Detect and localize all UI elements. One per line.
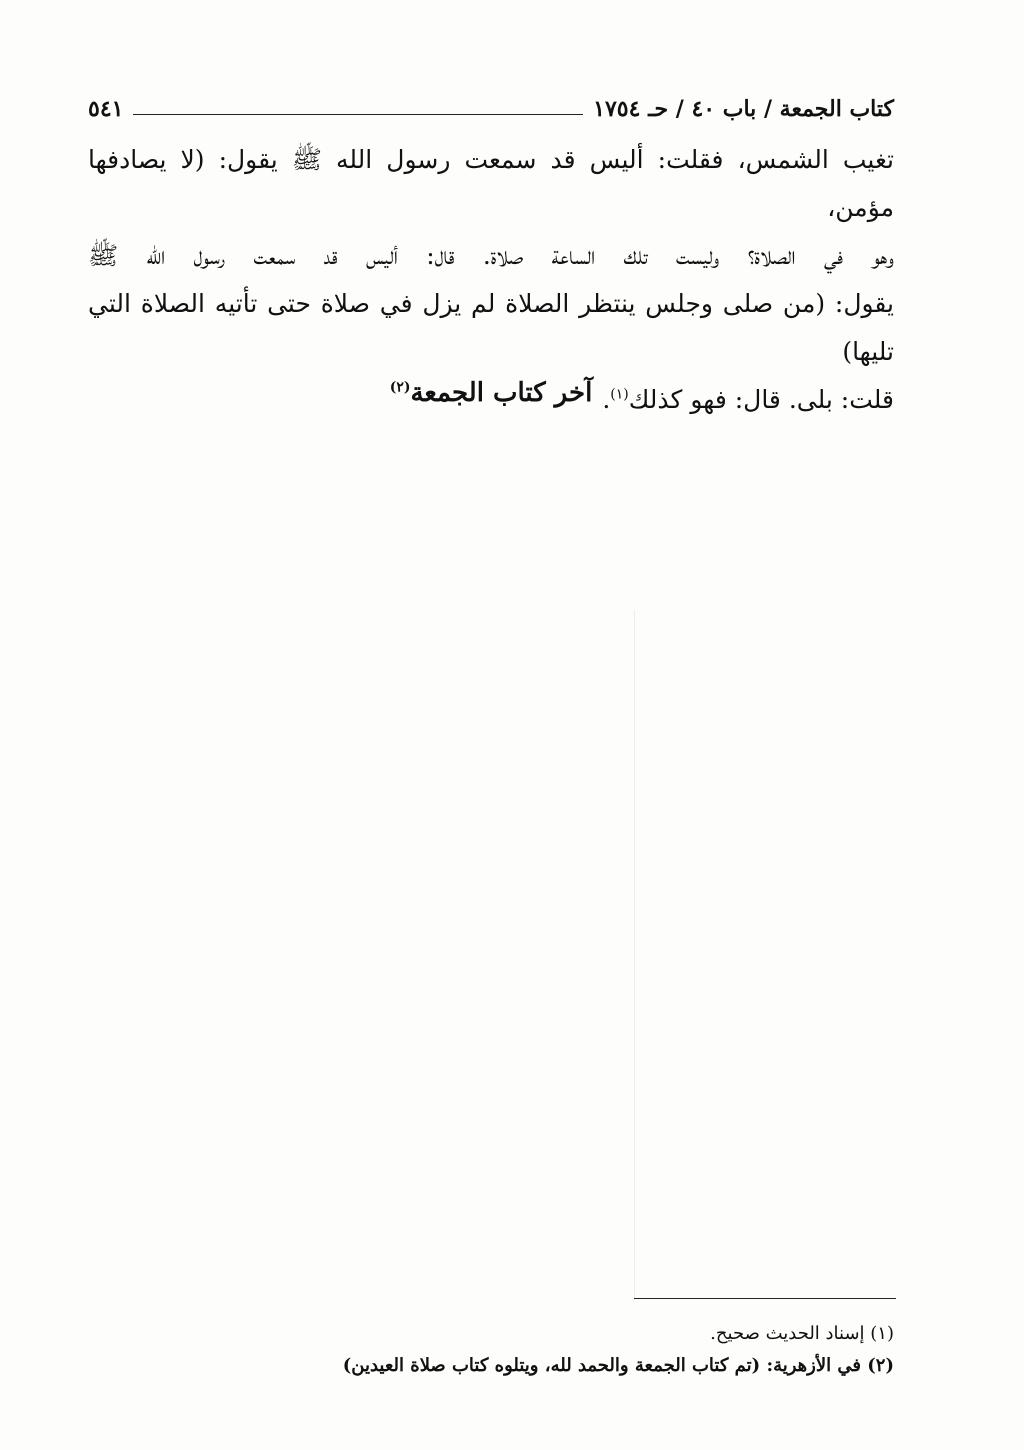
- running-header: [88, 84, 894, 120]
- body-line-4-end: .: [602, 385, 611, 414]
- body-line-3: يقول: (من صلى وجلس ينتظر الصلاة لم يزل في صلاة حتى تأتيه الصلاة التي تليها): [88, 289, 894, 366]
- body-line-1: تغيب الشمس، فقلت: أليس قد سمعت رسول الله ﷺ يقول: (لا يصادفها مؤمن،: [88, 145, 894, 222]
- section-end-heading: [88, 378, 894, 408]
- header-rule: [133, 114, 583, 115]
- footnote-separator: [634, 1298, 896, 1299]
- page-number: ٥٤١: [88, 96, 124, 122]
- header-title: كتاب الجمعة / باب ٤٠ / حـ ١٧٥٤: [593, 96, 894, 122]
- section-end-text: آخر كتاب الجمعة: [410, 378, 593, 408]
- body-line-4-text: قلت: بلى. قال: فهو كذلك: [628, 385, 894, 414]
- footnote-2: (٢) في الأزهرية: (تم كتاب الجمعة والحمد لله، ويتلوه كتاب صلاة العيدين): [342, 1355, 894, 1376]
- scan-gutter-line: [634, 610, 635, 1300]
- body-line-2: وهو في الصلاة؟ وليست تلك الساعة صلاة. قال: أليس قد سمعت رسول الله ﷺ: [88, 241, 894, 270]
- footnote-ref-1[interactable]: (١): [610, 386, 629, 403]
- footnotes: [200, 1318, 894, 1382]
- footnote-1: (١) إسناد الحديث صحيح.: [710, 1323, 894, 1344]
- footnote-ref-2[interactable]: (٢): [389, 379, 411, 396]
